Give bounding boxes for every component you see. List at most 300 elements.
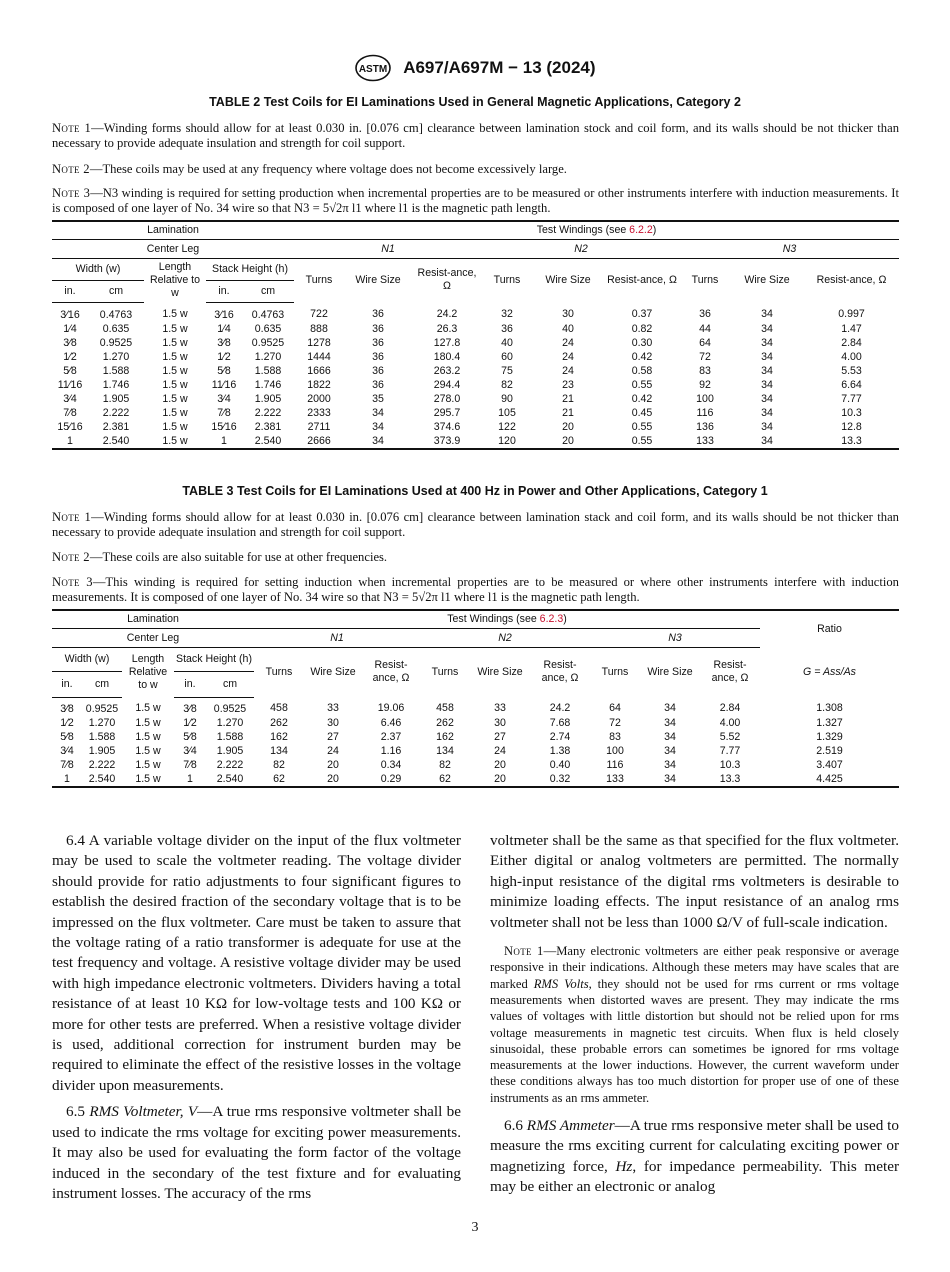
- table-cell: 0.32: [530, 772, 590, 787]
- table-cell: 7⁄8: [183, 758, 197, 771]
- test-windings-header: Test Windings (see 6.2.2): [294, 221, 899, 239]
- resistance-header: Resist-ance, Ω: [417, 267, 477, 293]
- table-cell: 82: [273, 758, 285, 771]
- table-cell: 24: [562, 336, 574, 349]
- table-cell: 133: [680, 434, 730, 449]
- table2-body: [52, 302, 899, 449]
- table-cell: 12.8: [841, 420, 862, 433]
- table-cell: 5⁄8: [63, 364, 77, 377]
- paragraph-6-6: 6.6 RMS Ammeter—A true rms responsive meter shall be used to measure the rms exciting current for calculating exciting power or magnetizing force, Hz, for impedance permeability. This meter may be either an electronic or analog: [490, 1117, 899, 1196]
- table-cell: 1.327: [816, 716, 843, 729]
- table2-note-1: Note 1—Winding forms should allow for at least 0.030 in. [0.076 cm] clearance between lamination stock and coil form, and its walls should be not thicker than necessary to provide adequate insulation and strength for coil support.: [52, 121, 899, 150]
- stack-height-header: Stack Height (h): [174, 647, 254, 671]
- table-cell: 136: [696, 420, 714, 433]
- table-cell: 2.37: [380, 730, 402, 743]
- table-cell: 34: [761, 392, 773, 405]
- table-cell: 40: [562, 322, 574, 335]
- page-number: 3: [471, 1220, 479, 1235]
- table-cell: 34: [664, 758, 676, 771]
- table-cell: 0.42: [631, 350, 653, 363]
- table-cell: 3⁄8: [63, 336, 77, 349]
- turns-header: Turns: [601, 666, 629, 679]
- table3-note-2: Note 2—These coils are also suitable for use at other frequencies.: [52, 550, 388, 564]
- table-row: [52, 350, 899, 364]
- table-cell: 1⁄2: [183, 716, 197, 729]
- table-cell: 1.47: [841, 322, 862, 335]
- table-cell: 34: [372, 406, 384, 419]
- table-row: [52, 730, 899, 744]
- table-cell: 3⁄4: [217, 392, 231, 405]
- table-cell: 2.222: [254, 406, 282, 419]
- table-cell: 34: [640, 772, 700, 787]
- table-cell: 20: [532, 434, 604, 449]
- table-cell: 2.74: [549, 730, 571, 743]
- table-cell: 2.519: [816, 744, 843, 757]
- table-cell: 34: [664, 730, 676, 743]
- table-cell: 20: [562, 420, 574, 433]
- table-cell: 2.540: [242, 434, 294, 449]
- table3-note-3: Note 3—This winding is required for setting induction when incremental properties are to be measured or where other instruments interfere with induction measurements. It is composed of one layer of No. 34 wire so that N3 = 5√2π l1 where l1 is the magnetic path length.: [52, 575, 899, 604]
- table-cell: 32: [501, 308, 513, 321]
- n1-header: N1: [254, 628, 420, 647]
- in-header: in.: [52, 280, 88, 302]
- table-cell: 34: [664, 716, 676, 729]
- table-cell: 6.46: [380, 716, 402, 729]
- table-cell: 34: [730, 434, 804, 449]
- table-cell: 722: [310, 308, 328, 321]
- page-header: [0, 54, 950, 82]
- table-cell: 6.64: [841, 378, 862, 391]
- turns-header: Turns: [265, 666, 293, 679]
- table-cell: 36: [372, 378, 384, 391]
- table-cell: 24: [494, 744, 506, 757]
- resistance-header: Resist-ance, Ω: [372, 659, 410, 685]
- table3-body: [52, 697, 899, 787]
- table-row: [52, 420, 899, 434]
- table-cell: 1: [52, 772, 82, 787]
- table-cell: 2000: [307, 392, 331, 405]
- table-cell: 10.3: [719, 758, 741, 771]
- table-cell: 3⁄8: [60, 702, 74, 715]
- ratio-formula: G = Ass/As: [803, 666, 856, 678]
- table-cell: 24.2: [549, 702, 571, 715]
- wire-size-header: Wire Size: [744, 273, 790, 286]
- table-cell: 2.84: [841, 336, 862, 349]
- table-cell: 1.905: [254, 392, 282, 405]
- resistance-header: Resist-ance, Ω: [607, 273, 677, 286]
- right-note-1: Note 1—Many electronic voltmeters are either peak responsive or average responsive in their indications. Although these meters may have scales that are marked RMS Volts, they should not be used for rms current or rms voltage measurements when distorted waves are present. They may indicate the rms values of voltages with little distortion but should not be relied upon for rms voltage measurements in magnetic test circuits. When flux is held closely sinusoidal, these probable errors can sometimes be ignored for rms voltage measurements at the lower inductions. However, the current waveform under these conditions always has too much distortion for proper use of one of these instruments as an rms ammeter.: [490, 944, 900, 1105]
- table-cell: 5⁄8: [183, 730, 197, 743]
- table-cell: 5.52: [719, 730, 741, 743]
- table-cell: 122: [498, 420, 516, 433]
- ratio-header: Ratio: [760, 610, 899, 647]
- table-cell: 5⁄8: [60, 730, 74, 743]
- table-cell: 4.00: [719, 716, 741, 729]
- table-cell: 82: [501, 378, 513, 391]
- table-cell: 72: [699, 350, 711, 363]
- cm-header: cm: [82, 671, 122, 697]
- table-cell: 1⁄4: [217, 322, 231, 335]
- right-column: [490, 831, 899, 1204]
- table-cell: 1: [52, 434, 88, 449]
- table-cell: 36: [372, 308, 384, 321]
- table-cell: 1.5 w: [162, 420, 188, 433]
- table-cell: 0.55: [604, 434, 680, 449]
- table-cell: 0.997: [838, 308, 865, 321]
- table-cell: 3⁄8: [183, 702, 197, 715]
- length-header: Length Relative to w: [149, 260, 201, 299]
- table-cell: 40: [501, 336, 513, 349]
- table-row: [52, 716, 899, 730]
- table-cell: 7.77: [719, 744, 741, 757]
- table-cell: 1.5 w: [162, 406, 188, 419]
- table-cell: 0.4763: [99, 308, 133, 321]
- table-cell: 60: [501, 350, 513, 363]
- table-cell: 0.42: [631, 392, 653, 405]
- table-cell: 34: [761, 378, 773, 391]
- table-cell: 105: [498, 406, 516, 419]
- table-cell: 0.9525: [213, 702, 247, 715]
- table-row: [52, 378, 899, 392]
- table-cell: 1666: [307, 364, 331, 377]
- table-cell: 374.6: [433, 420, 461, 433]
- table-cell: 295.7: [433, 406, 461, 419]
- table-cell: 2.84: [719, 702, 741, 715]
- table-cell: 5.53: [841, 364, 862, 377]
- section-ref-link[interactable]: 6.2.3: [539, 613, 564, 626]
- table-cell: 36: [699, 308, 711, 321]
- table-cell: 458: [436, 702, 454, 715]
- rms-ammeter-title: RMS Ammeter: [526, 1117, 615, 1134]
- resistance-header: Resist-ance, Ω: [816, 273, 887, 286]
- resistance-header: Resist-ance, Ω: [711, 659, 749, 685]
- table-cell: 162: [436, 730, 454, 743]
- resistance-header: Resist-ance, Ω: [541, 659, 579, 685]
- table-cell: 1.5 w: [162, 350, 188, 363]
- table-cell: 1.5 w: [162, 322, 188, 335]
- table-cell: 1.905: [102, 392, 130, 405]
- table-cell: 34: [761, 420, 773, 433]
- table-cell: 1.905: [216, 744, 244, 757]
- table-cell: 1.38: [549, 744, 571, 757]
- table-cell: 27: [327, 730, 339, 743]
- table-cell: 11⁄16: [57, 378, 83, 391]
- table-cell: 3.407: [816, 758, 843, 771]
- wire-size-header: Wire Size: [647, 665, 693, 678]
- wire-size-header: Wire Size: [545, 273, 591, 286]
- table-cell: 30: [327, 716, 339, 729]
- table-cell: 0.40: [549, 758, 571, 771]
- table-cell: 44: [699, 322, 711, 335]
- table-cell: 1.5 w: [122, 772, 174, 787]
- table-cell: 33: [494, 702, 506, 715]
- center-leg-header: Center Leg: [52, 628, 254, 647]
- table-cell: 82: [439, 758, 451, 771]
- table-cell: 1.270: [102, 350, 130, 363]
- table-cell: 0.45: [631, 406, 653, 419]
- length-header: Length Relative to w: [128, 652, 168, 691]
- table-cell: 0.34: [380, 758, 402, 771]
- table-cell: 1.905: [88, 744, 116, 757]
- table-cell: 2.540: [88, 434, 144, 449]
- table-cell: 0.37: [631, 308, 653, 321]
- table-cell: 34: [664, 744, 676, 757]
- table-cell: 35: [372, 392, 384, 405]
- table-cell: 0.82: [631, 322, 653, 335]
- table-cell: 62: [420, 772, 470, 787]
- table-cell: 3⁄16: [60, 308, 80, 321]
- table-cell: 26.3: [436, 322, 458, 335]
- table-cell: 1⁄2: [63, 350, 77, 363]
- table2-note-2: Note 2—These coils may be used at any frequency where voltage does not become excessively large.: [52, 162, 567, 176]
- wire-size-header: Wire Size: [310, 665, 356, 678]
- n3-header: N3: [680, 239, 899, 258]
- table-cell: 20: [327, 758, 339, 771]
- table-cell: 0.9525: [99, 336, 133, 349]
- table-cell: 30: [494, 716, 506, 729]
- table-cell: 75: [501, 364, 513, 377]
- table-row: [52, 302, 899, 322]
- table-cell: 24: [562, 364, 574, 377]
- table-cell: 127.8: [433, 336, 461, 349]
- table-cell: 888: [310, 322, 328, 335]
- table-cell: 34: [761, 336, 773, 349]
- table-cell: 3⁄4: [63, 392, 77, 405]
- table-cell: 34: [761, 350, 773, 363]
- table-cell: 34: [761, 406, 773, 419]
- table-row: [52, 697, 899, 716]
- table-cell: 24: [327, 744, 339, 757]
- table-cell: 1822: [307, 378, 331, 391]
- table-cell: 1.5 w: [162, 378, 188, 391]
- table-cell: 15⁄16: [57, 420, 83, 433]
- rms-voltmeter-title: RMS Voltmeter, V: [89, 1103, 198, 1121]
- table-cell: 1.588: [102, 364, 130, 377]
- table-cell: 36: [372, 322, 384, 335]
- lamination-header: Lamination: [52, 221, 294, 239]
- table-cell: 10.3: [841, 406, 862, 419]
- table-cell: 20: [470, 772, 530, 787]
- table-cell: 116: [606, 758, 624, 771]
- n1-header: N1: [294, 239, 482, 258]
- table-cell: 2.381: [102, 420, 130, 433]
- in-header: in.: [206, 280, 242, 302]
- table-cell: 2.222: [102, 406, 130, 419]
- table-cell: 1.270: [88, 716, 116, 729]
- n2-header: N2: [482, 239, 680, 258]
- table-cell: 7.68: [549, 716, 571, 729]
- table-cell: 1⁄2: [60, 716, 74, 729]
- table-cell: 21: [562, 392, 574, 405]
- table-row: [52, 406, 899, 420]
- table-cell: 2666: [294, 434, 344, 449]
- table-cell: 373.9: [412, 434, 482, 449]
- table-cell: 83: [699, 364, 711, 377]
- table-cell: 1.5 w: [135, 730, 161, 743]
- table-cell: 23: [562, 378, 574, 391]
- table-cell: 13.3: [804, 434, 899, 449]
- table-row: [52, 434, 899, 449]
- table-cell: 19.06: [377, 702, 405, 715]
- table-cell: 2333: [307, 406, 331, 419]
- table-row: [52, 392, 899, 406]
- table-cell: 162: [270, 730, 288, 743]
- table-cell: 3⁄4: [183, 744, 197, 757]
- table-cell: 4.00: [841, 350, 862, 363]
- table-cell: 3⁄8: [217, 336, 231, 349]
- table-cell: 1.5 w: [162, 336, 188, 349]
- table-cell: 92: [699, 378, 711, 391]
- table3-title: TABLE 3 Test Coils for EI Laminations Used at 400 Hz in Power and Other Applications, Category 1: [182, 484, 768, 498]
- section-ref-link[interactable]: 6.2.2: [629, 224, 653, 237]
- table-cell: 13.3: [700, 772, 760, 787]
- stack-height-header: Stack Height (h): [206, 258, 294, 280]
- in-header: in.: [52, 671, 82, 697]
- table-cell: 1.588: [88, 730, 116, 743]
- table-cell: 1⁄2: [217, 350, 231, 363]
- table-cell: 90: [501, 392, 513, 405]
- table-cell: 1.270: [254, 350, 282, 363]
- cm-header: cm: [206, 671, 254, 697]
- wire-size-header: Wire Size: [477, 665, 523, 678]
- table3-note-1: Note 1—Winding forms should allow for at least 0.030 in. [0.076 cm] clearance between lamination stack and coil form, and its walls should be not thicker than necessary to provide adequate insulation and strength for coil support.: [52, 510, 899, 539]
- paragraph-6-4: 6.4 A variable voltage divider on the input of the flux voltmeter may be used to scale the voltmeter reading. The voltage divider should provide for ratio adjustments to four significant figures to establish the desired fraction of the secondary voltage that is to be impressed on the flux voltmeter. Care must be taken to assure that the voltage rating of a ratio transformer is adequate for use at the test frequency and voltage. A resistive voltage divider may be used with high impedance electronic voltmeters. Dividers having a total resistance of at least 10 KΩ for low-voltage tests and 100 KΩ or more for other tests are preferred. When a resistive voltage divider is used, additional correction for instrument burden may be required to eliminate the effect of the resistive losses in the voltage divider upon measurements.: [52, 832, 461, 1094]
- table-cell: 262: [436, 716, 454, 729]
- table-cell: 294.4: [433, 378, 461, 391]
- table-cell: 2.540: [206, 772, 254, 787]
- table-row: [52, 364, 899, 378]
- table-cell: 0.55: [631, 378, 653, 391]
- table-cell: 100: [696, 392, 714, 405]
- table-cell: 1.5 w: [135, 744, 161, 757]
- table-cell: 21: [562, 406, 574, 419]
- table2: [52, 220, 899, 450]
- test-windings-header: Test Windings (see 6.2.3): [254, 610, 760, 628]
- astm-logo: [354, 54, 392, 82]
- table-row: [52, 772, 899, 787]
- table-cell: 4.425: [760, 772, 899, 787]
- table-cell: 1.588: [216, 730, 244, 743]
- table3: [52, 609, 899, 788]
- table-cell: 278.0: [433, 392, 461, 405]
- table-cell: 134: [436, 744, 454, 757]
- table-cell: 1.5 w: [135, 702, 161, 715]
- table-cell: 0.635: [102, 322, 130, 335]
- table-cell: 0.4763: [251, 308, 285, 321]
- table-cell: 262: [270, 716, 288, 729]
- table-cell: 1.5 w: [135, 758, 161, 771]
- table-row: [52, 758, 899, 772]
- table-cell: 2711: [307, 420, 331, 433]
- table-cell: 2.540: [82, 772, 122, 787]
- left-column: [52, 831, 461, 1210]
- lamination-header: Lamination: [52, 610, 254, 628]
- n3-header: N3: [590, 628, 760, 647]
- table-row: [52, 336, 899, 350]
- table-cell: 11⁄16: [211, 378, 237, 391]
- table-cell: 0.29: [362, 772, 420, 787]
- table-cell: 458: [270, 702, 288, 715]
- table2-title: TABLE 2 Test Coils for EI Laminations Used in General Magnetic Applications, Category 2: [209, 95, 741, 109]
- width-header: Width (w): [52, 258, 144, 280]
- table-cell: 0.9525: [251, 336, 285, 349]
- table-cell: 0.9525: [85, 702, 119, 715]
- table-cell: 1: [206, 434, 242, 449]
- turns-header: Turns: [691, 274, 719, 287]
- table-row: [52, 744, 899, 758]
- table-cell: 7⁄8: [60, 758, 74, 771]
- table-cell: 34: [761, 322, 773, 335]
- table-cell: 62: [254, 772, 304, 787]
- table-cell: 1278: [307, 336, 331, 349]
- wire-size-header: Wire Size: [355, 273, 401, 286]
- table-cell: 1.5 w: [162, 364, 188, 377]
- table-cell: 7⁄8: [217, 406, 231, 419]
- table-cell: 0.55: [631, 420, 653, 433]
- table-cell: 116: [696, 406, 714, 419]
- table-cell: 263.2: [433, 364, 461, 377]
- table-cell: 5⁄8: [217, 364, 231, 377]
- table-cell: 7⁄8: [63, 406, 77, 419]
- table-cell: 34: [372, 420, 384, 433]
- paragraph-6-5-cont: voltmeter shall be the same as that specified for the flux voltmeter. Either digital or analog voltmeters are permitted. The normally high-input resistance of the digital rms voltmeters is desirable to minimize loading effects. The input resistance of an analog rms voltmeter shall not be less than 1000 Ω/V of full-scale indication.: [490, 832, 899, 931]
- table-cell: 1.746: [102, 378, 130, 391]
- table-cell: 1: [174, 772, 206, 787]
- table-cell: 1.5 w: [162, 392, 188, 405]
- table-cell: 1.329: [816, 730, 843, 743]
- table-cell: 24.2: [436, 308, 458, 321]
- table-cell: 34: [761, 364, 773, 377]
- table-cell: 1.308: [816, 702, 843, 715]
- table-cell: 83: [609, 730, 621, 743]
- table-cell: 1.588: [254, 364, 282, 377]
- table-cell: 100: [606, 744, 624, 757]
- n2-header: N2: [420, 628, 590, 647]
- table-cell: 134: [270, 744, 288, 757]
- table-cell: 33: [327, 702, 339, 715]
- table-cell: 1.5 w: [144, 434, 206, 449]
- table-cell: 15⁄16: [211, 420, 237, 433]
- table-cell: 3⁄16: [214, 308, 234, 321]
- table-cell: 0.30: [631, 336, 653, 349]
- table-cell: 180.4: [433, 350, 461, 363]
- table-row: [52, 322, 899, 336]
- table-cell: 1.746: [254, 378, 282, 391]
- table-cell: 34: [344, 434, 412, 449]
- turns-header: Turns: [493, 274, 521, 287]
- cm-header: cm: [88, 280, 144, 302]
- table-cell: 0.58: [631, 364, 653, 377]
- table-cell: 120: [482, 434, 532, 449]
- table-cell: 0.635: [254, 322, 282, 335]
- table-cell: 2.222: [216, 758, 244, 771]
- table-cell: 36: [372, 364, 384, 377]
- turns-header: Turns: [305, 274, 333, 287]
- table-cell: 34: [761, 308, 773, 321]
- in-header: in.: [174, 671, 206, 697]
- cm-header: cm: [242, 280, 294, 302]
- table-cell: 36: [372, 336, 384, 349]
- table-cell: 64: [609, 702, 621, 715]
- table2-note-3: Note 3—N3 winding is required for setting production when incremental properties are to be measured or other instruments interfere with induction measurements. It is composed of one layer of No. 34 wire so that N3 = 5√2π l1 where l1 is the magnetic path length.: [52, 186, 899, 215]
- table-cell: 7.77: [841, 392, 862, 405]
- table-cell: 36: [372, 350, 384, 363]
- table-cell: 1.5 w: [162, 308, 188, 321]
- table-cell: 27: [494, 730, 506, 743]
- table-cell: 1444: [307, 350, 331, 363]
- turns-header: Turns: [431, 666, 459, 679]
- table-cell: 2.381: [254, 420, 282, 433]
